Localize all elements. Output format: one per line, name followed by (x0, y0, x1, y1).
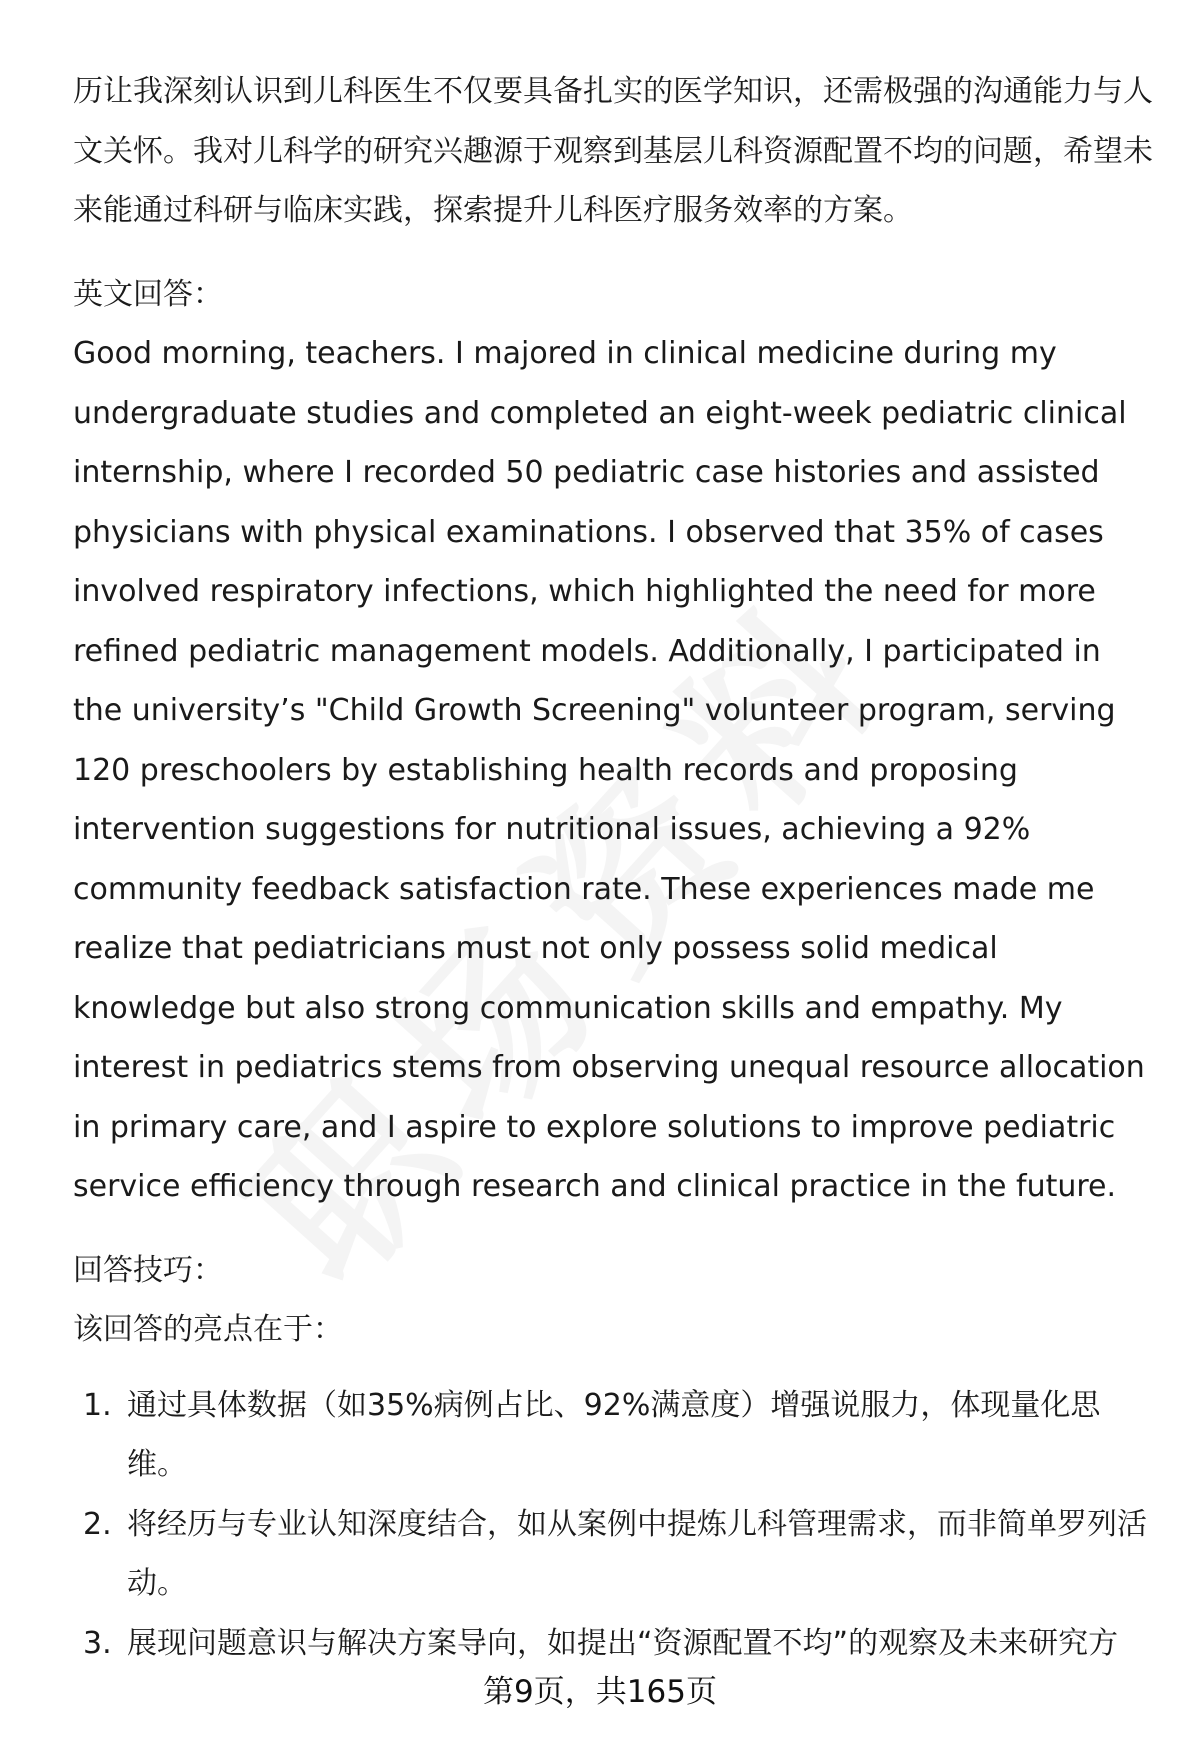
list-item (73, 1614, 1153, 1674)
list-item-text: 通过具体数据（如35%病例占比、92%满意度）增强说服力，体现量化思维。 (127, 1387, 1101, 1482)
highlights-label: 该回答的亮点在于： (73, 1312, 343, 1347)
english-answer-label: 英文回答： (73, 276, 223, 312)
english-answer-paragraph: Good morning, teachers. I majored in clinical medicine during my undergraduate studies and completed an eight-week pediatric clinical internship, where I recorded 50 pediatric case histories and assisted physicians with physical examinations. I observed that 35% of cases involved respiratory infections, which highlighted the need for more refined pediatric management models. Additionally, I participated in the university’s "Child Growth Screening" volunteer program, serving 120 preschoolers by establishing health records and proposing intervention suggestions for nutritional issues, achieving a 92% community feedback satisfaction rate. These experiences made me realize that pediatricians must not only possess solid medical knowledge but also strong communication skills and empathy. My interest in pediatrics stems from observing unequal resource allocation in primary care, and I aspire to explore solutions to improve pediatric service efficiency through research and clinical practice in the future. (73, 336, 1145, 1204)
list-item-number: 1. (83, 1387, 112, 1423)
list-item-text: 展现问题意识与解决方案导向，如提出“资源配置不均”的观察及未来研究方 (127, 1625, 1119, 1661)
document-body (73, 62, 1153, 1673)
list-item (73, 1495, 1153, 1614)
list-item-text: 将经历与专业认知深度结合，如从案例中提炼儿科管理需求，而非简单罗列活动。 (127, 1506, 1147, 1601)
list-item (73, 1376, 1153, 1495)
intro-paragraph: 历让我深刻认识到儿科医生不仅要具备扎实的医学知识，还需极强的沟通能力与人文关怀。我对儿科学的研究兴趣源于观察到基层儿科资源配置不均的问题，希望未来能通过科研与临床实践，探索提升儿科医疗服务效率的方案。 (73, 74, 1153, 228)
list-item-number: 3. (83, 1625, 112, 1661)
highlights-list (73, 1376, 1153, 1674)
page-number-footer: 第9页，共165页 (483, 1674, 717, 1710)
answer-tips-label: 回答技巧： (73, 1252, 223, 1288)
list-item-number: 2. (83, 1506, 112, 1542)
